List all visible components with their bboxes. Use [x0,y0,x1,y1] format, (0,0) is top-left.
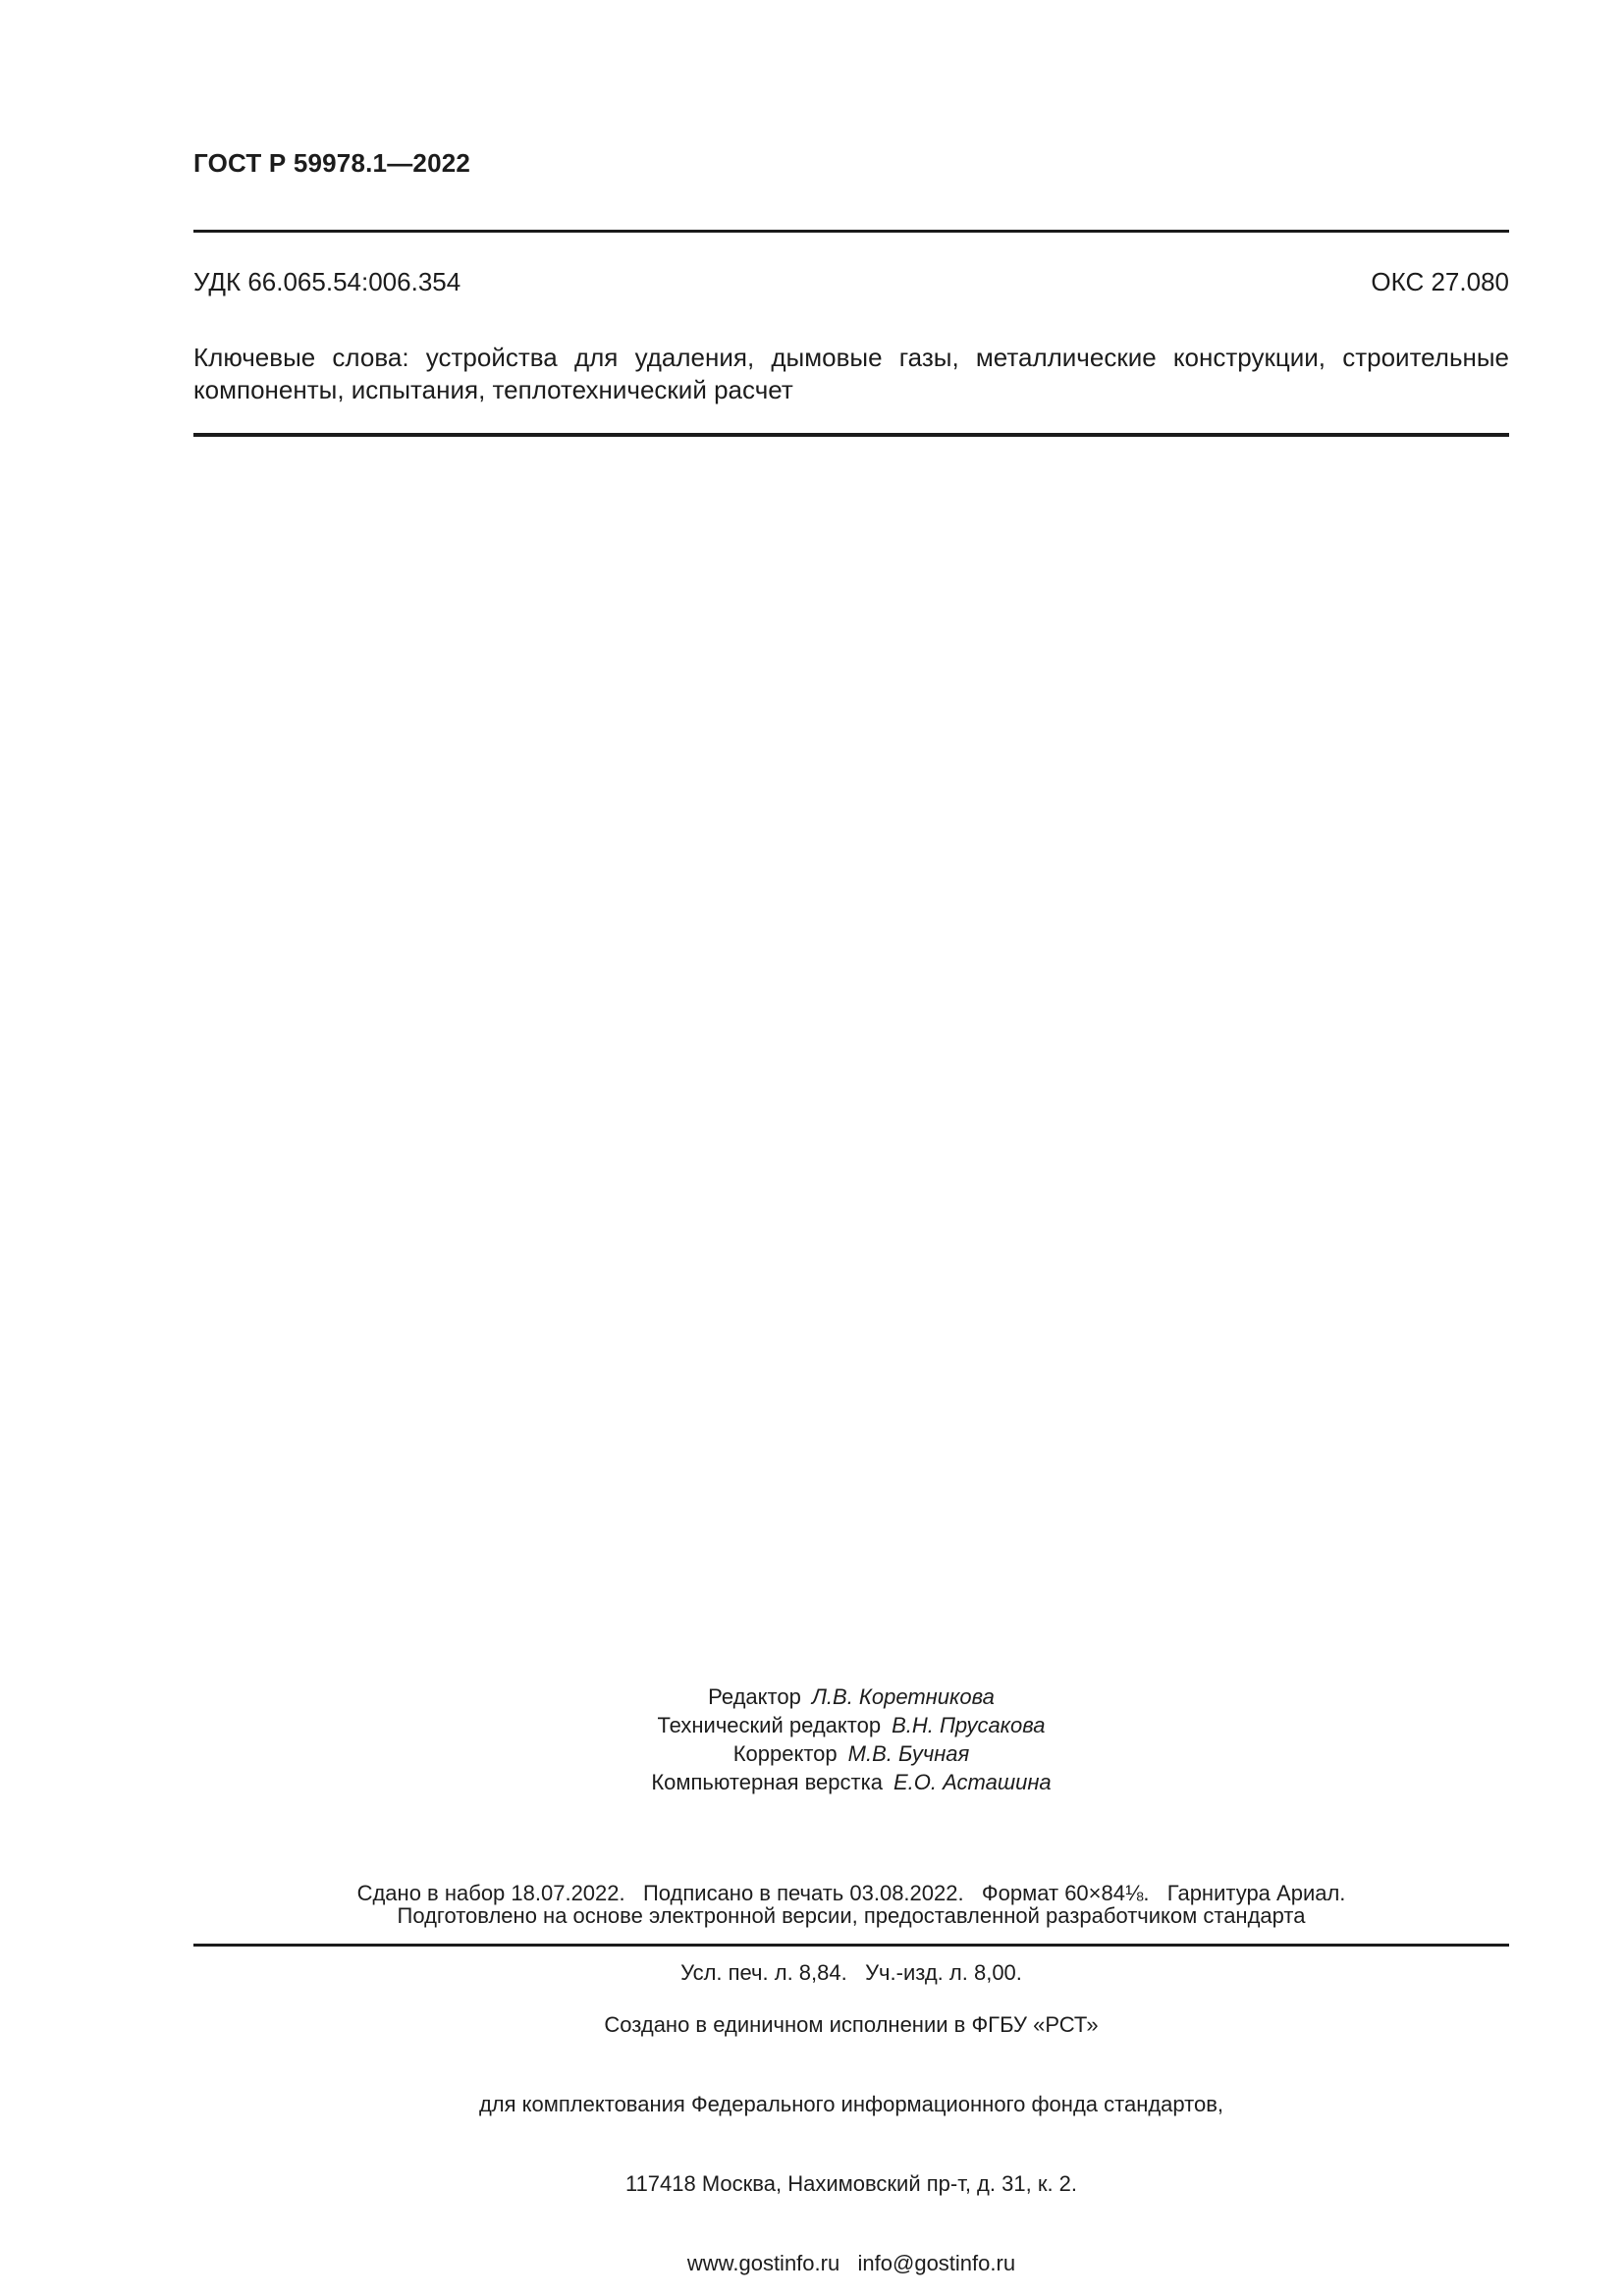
imprint-line-sheets: Усл. печ. л. 8,84. Уч.-изд. л. 8,00. [680,1960,1022,1985]
publisher-line-purpose: для комплектования Федерального информационного фонда стандартов, [478,2092,1224,2116]
horizontal-rule-keywords [193,433,1509,437]
oks-code: ОКС 27.080 [1371,267,1509,296]
credit-person: М.В. Бучная [847,1741,970,1766]
credit-role: Технический редактор [657,1713,882,1737]
credit-line-technical-editor [193,1711,1509,1739]
publisher-line-contacts: www.gostinfo.ru info@gostinfo.ru [686,2251,1016,2275]
credit-person: В.Н. Прусакова [892,1713,1046,1737]
credit-role: Корректор [732,1741,838,1766]
editorial-credits [193,1682,1509,1796]
udk-code: УДК 66.065.54:006.354 [193,267,461,296]
standard-designation: ГОСТ Р 59978.1—2022 [193,148,471,178]
classification-codes-row [193,267,1509,296]
publisher-block [193,1958,1509,2296]
horizontal-rule-bottom [193,1944,1509,1947]
horizontal-rule-top [193,230,1509,233]
publisher-line-created: Создано в единичном исполнении в ФГБУ «РСТ» [604,2012,1099,2037]
imprint-line-dates-format: Сдано в набор 18.07.2022. Подписано в печать 03.08.2022. Формат 60×84⅛. Гарнитура Ариал. [356,1881,1346,1905]
credit-role: Компьютерная верстка [651,1770,883,1794]
publisher-line-address: 117418 Москва, Нахимовский пр-т, д. 31, к. 2. [624,2171,1078,2196]
credit-line-layout [193,1768,1509,1796]
credit-role: Редактор [708,1684,801,1709]
credit-person: Е.О. Асташина [893,1770,1052,1794]
keywords-paragraph: Ключевые слова: устройства для удаления, дымовые газы, металлические конструкции, строительные компоненты, испытания, теплотехнический расчет [193,343,1509,404]
prepared-note: Подготовлено на основе электронной версии, предоставленной разработчиком стандарта [397,1903,1306,1928]
credit-person: Л.В. Коретникова [811,1684,995,1709]
credit-line-corrector [193,1739,1509,1768]
credit-line-editor [193,1682,1509,1711]
